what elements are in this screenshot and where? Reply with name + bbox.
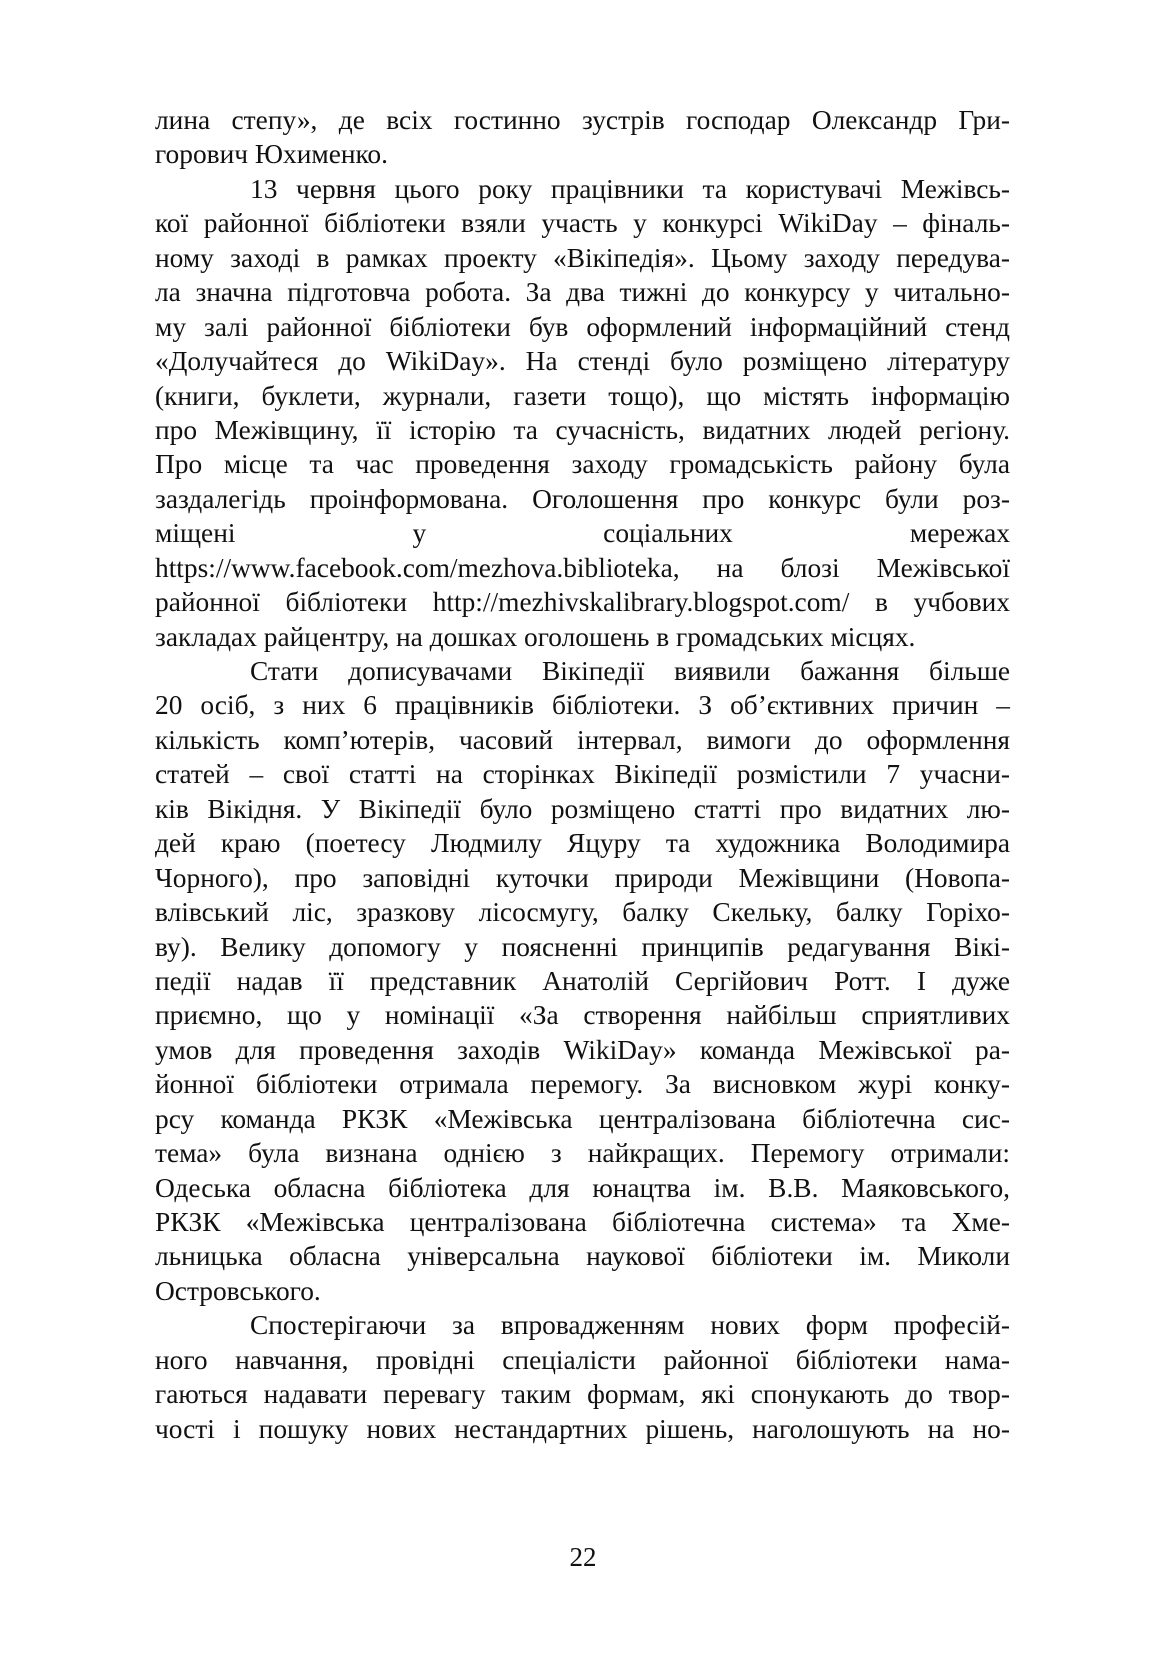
text-line: закладах райцентру, на дошках оголошень в громадських місцях. (155, 621, 916, 652)
text-line: ного навчання, провідні спеціалісти районної бібліотеки нама- (155, 1344, 1010, 1375)
text-line: Одеська обласна бібліотека для юнацтва ім. В.В. Маяковського, (155, 1172, 1010, 1203)
text-line: заздалегідь проінформована. Оголошення про конкурс були роз- (155, 483, 1010, 514)
body-text (155, 103, 1010, 1446)
text-line: ному заході в рамках проекту «Вікіпедія». Цьому заходу передува- (155, 242, 1010, 273)
text-line: льницька обласна універсальна наукової бібліотеки ім. Миколи (155, 1241, 1010, 1272)
text-line: Чорного), про заповідні куточки природи Межівщини (Новопа- (155, 862, 1010, 893)
text-line: районної бібліотеки http://mezhivskalibrary.blogspot.com/ в учбових (155, 587, 1010, 618)
text-line: статей – свої статті на сторінках Вікіпедії розмістили 7 учасни- (155, 759, 1010, 790)
text-line: приємно, що у номінації «За створення найбільш сприятливих (155, 1000, 1010, 1031)
text-line: ла значна підготовча робота. За два тижні до конкурсу у читально- (155, 277, 1010, 308)
paragraph-first-line: Стати дописувачами Вікіпедії виявили бажання більше (250, 656, 1010, 686)
text-line: ків Вікідня. У Вікіпедії було розміщено статті про видатних лю- (155, 793, 1010, 824)
text-line: му залі районної бібліотеки був оформлений інформаційний стенд (155, 311, 1010, 342)
text-line: ву). Велику допомогу у поясненні принципів редагування Вікі- (155, 931, 1010, 962)
text-line: лина степу», де всіх гостинно зустрів господар Олександр Гри- (155, 105, 1010, 135)
text-line: Островського. (155, 1275, 321, 1306)
text-line: (книги, буклети, журнали, газети тощо), що містять інформацію (155, 380, 1010, 411)
paragraph-first-line: Спостерігаючи за впровадженням нових форм професій- (250, 1310, 1010, 1341)
text-line: педії надав її представник Анатолій Сергійович Ротт. І дуже (155, 965, 1010, 996)
text-line: йонної бібліотеки отримала перемогу. За висновком журі конку- (155, 1069, 1010, 1100)
text-line: чості і пошуку нових нестандартних рішень, наголошують на но- (155, 1413, 1010, 1444)
page-number: 22 (569, 1542, 597, 1572)
text-line: про Межівщину, її історію та сучасність, видатних людей регіону. (155, 414, 1010, 445)
text-line: тема» була визнана однією з найкращих. Перемогу отримали: (155, 1138, 1010, 1169)
text-line: дей краю (поетесу Людмилу Яцуру та художника Володимира (155, 828, 1010, 859)
text-line: міщені у соціальних мережах (155, 518, 1010, 549)
text-line: гаються надавати перевагу таким формам, які спонукають до твор- (155, 1379, 1010, 1410)
text-line: умов для проведення заходів WikiDay» команда Межівської ра- (155, 1034, 1010, 1065)
text-line: горович Юхименко. (155, 139, 388, 170)
text-line: кількість комп’ютерів, часовий інтервал, вимоги до оформлення (155, 724, 1010, 755)
text-line: РКЗК «Межівська централізована бібліотечна система» та Хме- (155, 1207, 1010, 1237)
text-line: 20 осіб, з них 6 працівників бібліотеки. З об’єктивних причин – (155, 690, 1010, 721)
text-line: рсу команда РКЗК «Межівська централізована бібліотечна сис- (155, 1103, 1010, 1134)
text-line: Про місце та час проведення заходу громадськість району була (155, 449, 1010, 480)
text-line: кої районної бібліотеки взяли участь у конкурсі WikiDay – фіналь- (155, 208, 1010, 239)
text-line: https://www.facebook.com/mezhova.biblioteka, на блозі Межівської (155, 552, 1010, 583)
text-line: «Долучайтеся до WikiDay». На стенді було розміщено літературу (155, 346, 1010, 377)
text-line: влівський ліс, зразкову лісосмугу, балку Скельку, балку Горіхо- (155, 897, 1010, 928)
paragraph-first-line: 13 червня цього року працівники та користувачі Межівсь- (250, 173, 1010, 204)
